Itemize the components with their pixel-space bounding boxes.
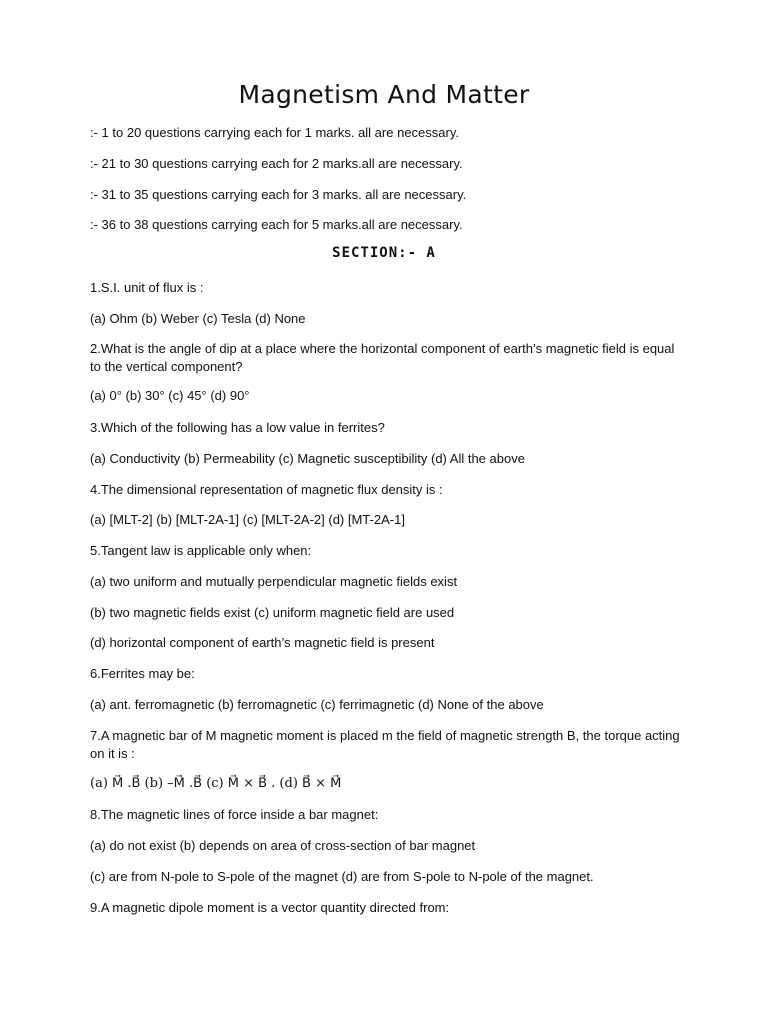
question-8-option-ab: (a) do not exist (b) depends on area of cross-section of bar magnet bbox=[90, 838, 476, 853]
question-7-options: (a) M⃗ .B⃗ (b) –M⃗ .B⃗ (c) M⃗ × B⃗ . (d) B⃗ × M⃗ bbox=[90, 776, 342, 791]
question-3: 3.Which of the following has a low value in ferrites? bbox=[90, 420, 385, 435]
question-1: 1.S.I. unit of flux is : bbox=[90, 280, 204, 295]
page-title: Magnetism And Matter bbox=[238, 80, 530, 109]
question-6: 6.Ferrites may be: bbox=[90, 666, 195, 681]
instruction-2: :- 21 to 30 questions carrying each for 2 marks.all are necessary. bbox=[90, 156, 463, 171]
question-7: 7.A magnetic bar of M magnetic moment is placed m the field of magnetic strength B, the torque acting on it is : bbox=[90, 728, 680, 761]
question-6-options: (a) ant. ferromagnetic (b) ferromagnetic (c) ferrimagnetic (d) None of the above bbox=[90, 697, 544, 712]
question-4-options: (a) [MLT-2] (b) [MLT-2A-1] (c) [MLT-2A-2] (d) [MT-2A-1] bbox=[90, 512, 405, 527]
question-2-options: (a) 0° (b) 30° (c) 45° (d) 90° bbox=[90, 388, 250, 403]
question-3-options: (a) Conductivity (b) Permeability (c) Magnetic susceptibility (d) All the above bbox=[90, 451, 525, 466]
question-5: 5.Tangent law is applicable only when: bbox=[90, 543, 312, 558]
question-9: 9.A magnetic dipole moment is a vector quantity directed from: bbox=[90, 900, 450, 915]
question-1-options: (a) Ohm (b) Weber (c) Tesla (d) None bbox=[90, 311, 306, 326]
question-8: 8.The magnetic lines of force inside a bar magnet: bbox=[90, 807, 379, 822]
question-8-option-cd: (c) are from N-pole to S-pole of the magnet (d) are from S-pole to N-pole of the magnet. bbox=[90, 869, 594, 884]
instruction-4: :- 36 to 38 questions carrying each for 5 marks.all are necessary. bbox=[90, 217, 463, 232]
instruction-1: :- 1 to 20 questions carrying each for 1 marks. all are necessary. bbox=[90, 125, 459, 140]
question-4: 4.The dimensional representation of magnetic flux density is : bbox=[90, 482, 443, 497]
instruction-3: :- 31 to 35 questions carrying each for 3 marks. all are necessary. bbox=[90, 187, 467, 202]
question-2: 2.What is the angle of dip at a place where the horizontal component of earth’s magnetic field is equal to the vertical component? bbox=[90, 341, 675, 374]
section-heading: SECTION:- A bbox=[332, 245, 436, 261]
question-5-option-d: (d) horizontal component of earth’s magnetic field is present bbox=[90, 635, 435, 650]
question-5-option-a: (a) two uniform and mutually perpendicular magnetic fields exist bbox=[90, 574, 458, 589]
question-5-option-bc: (b) two magnetic fields exist (c) uniform magnetic field are used bbox=[90, 605, 455, 620]
